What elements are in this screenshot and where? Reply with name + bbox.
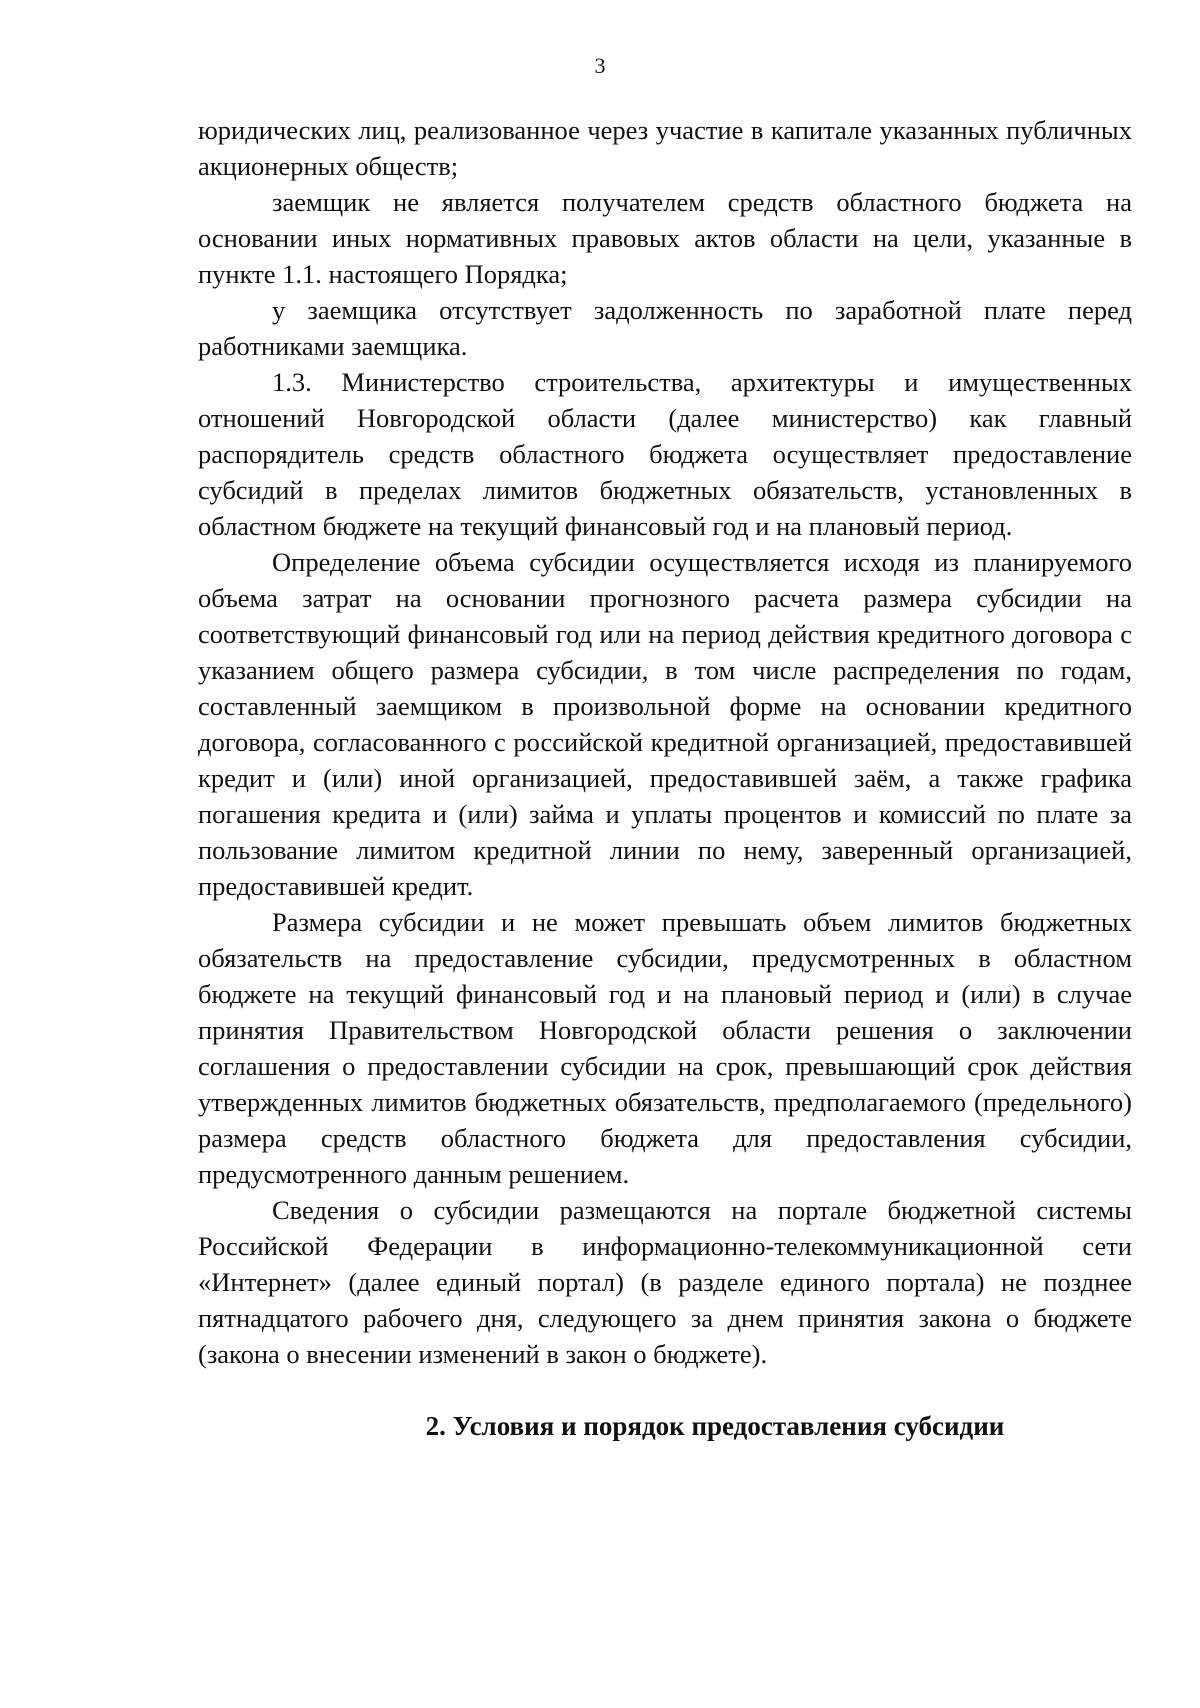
paragraph-3: у заемщика отсутствует задолженность по заработной плате перед работниками заемщика. [198,295,1132,361]
paragraph-4: 1.3. Министерство строительства, архитектуры и имущественных отношений Новгородской области (далее министерство) как главный распорядитель средств областного бюджета осуществляет предоставление субсидий в пределах лимитов бюджетных обязательств, установленных в областном бюджете на текущий финансовый год и на плановый период. [198,367,1132,541]
paragraph-1: юридических лиц, реализованное через участие в капитале указанных публичных акционерных обществ; [198,115,1132,181]
paragraph-6: Размера субсидии и не может превышать объем лимитов бюджетных обязательств на предоставление субсидии, предусмотренных в областном бюджете на текущий финансовый год и на плановый период и (или) в случае принятия Правительством Новгородской области решения о заключении соглашения о предоставлении субсидии на срок, превышающий срок действия утвержденных лимитов бюджетных обязательств, предполагаемого (предельного) размера средств областного бюджета для предоставления субсидии, предусмотренного данным решением. [198,907,1132,1189]
paragraph-2: заемщик не является получателем средств областного бюджета на основании иных нормативных правовых актов области на цели, указанные в пункте 1.1. настоящего Порядка; [198,187,1132,289]
document-body [198,112,1132,1372]
page-number: 3 [594,53,606,78]
paragraph-5: Определение объема субсидии осуществляется исходя из планируемого объема затрат на основании прогнозного расчета размера субсидии на соответствующий финансовый год или на период действия кредитного договора с указанием общего размера субсидии, в том числе распределения по годам, составленный заемщиком в произвольной форме на основании кредитного договора, согласованного с российской кредитной организацией, предоставившей кредит и (или) иной организацией, предоставившей заём, а также графика погашения кредита и (или) займа и уплаты процентов и комиссий по плате за пользование лимитом кредитной линии по нему, заверенный организацией, предоставившей кредит. [198,547,1132,901]
paragraph-7: Сведения о субсидии размещаются на портале бюджетной системы Российской Федерации в информационно-телекоммуникационной сети «Интернет» (далее единый портал) (в разделе единого портала) не позднее пятнадцатого рабочего дня, следующего за днем принятия закона о бюджете (закона о внесении изменений в закон о бюджете). [198,1195,1132,1369]
section-heading: 2. Условия и порядок предоставления субсидии [425,1411,1005,1441]
